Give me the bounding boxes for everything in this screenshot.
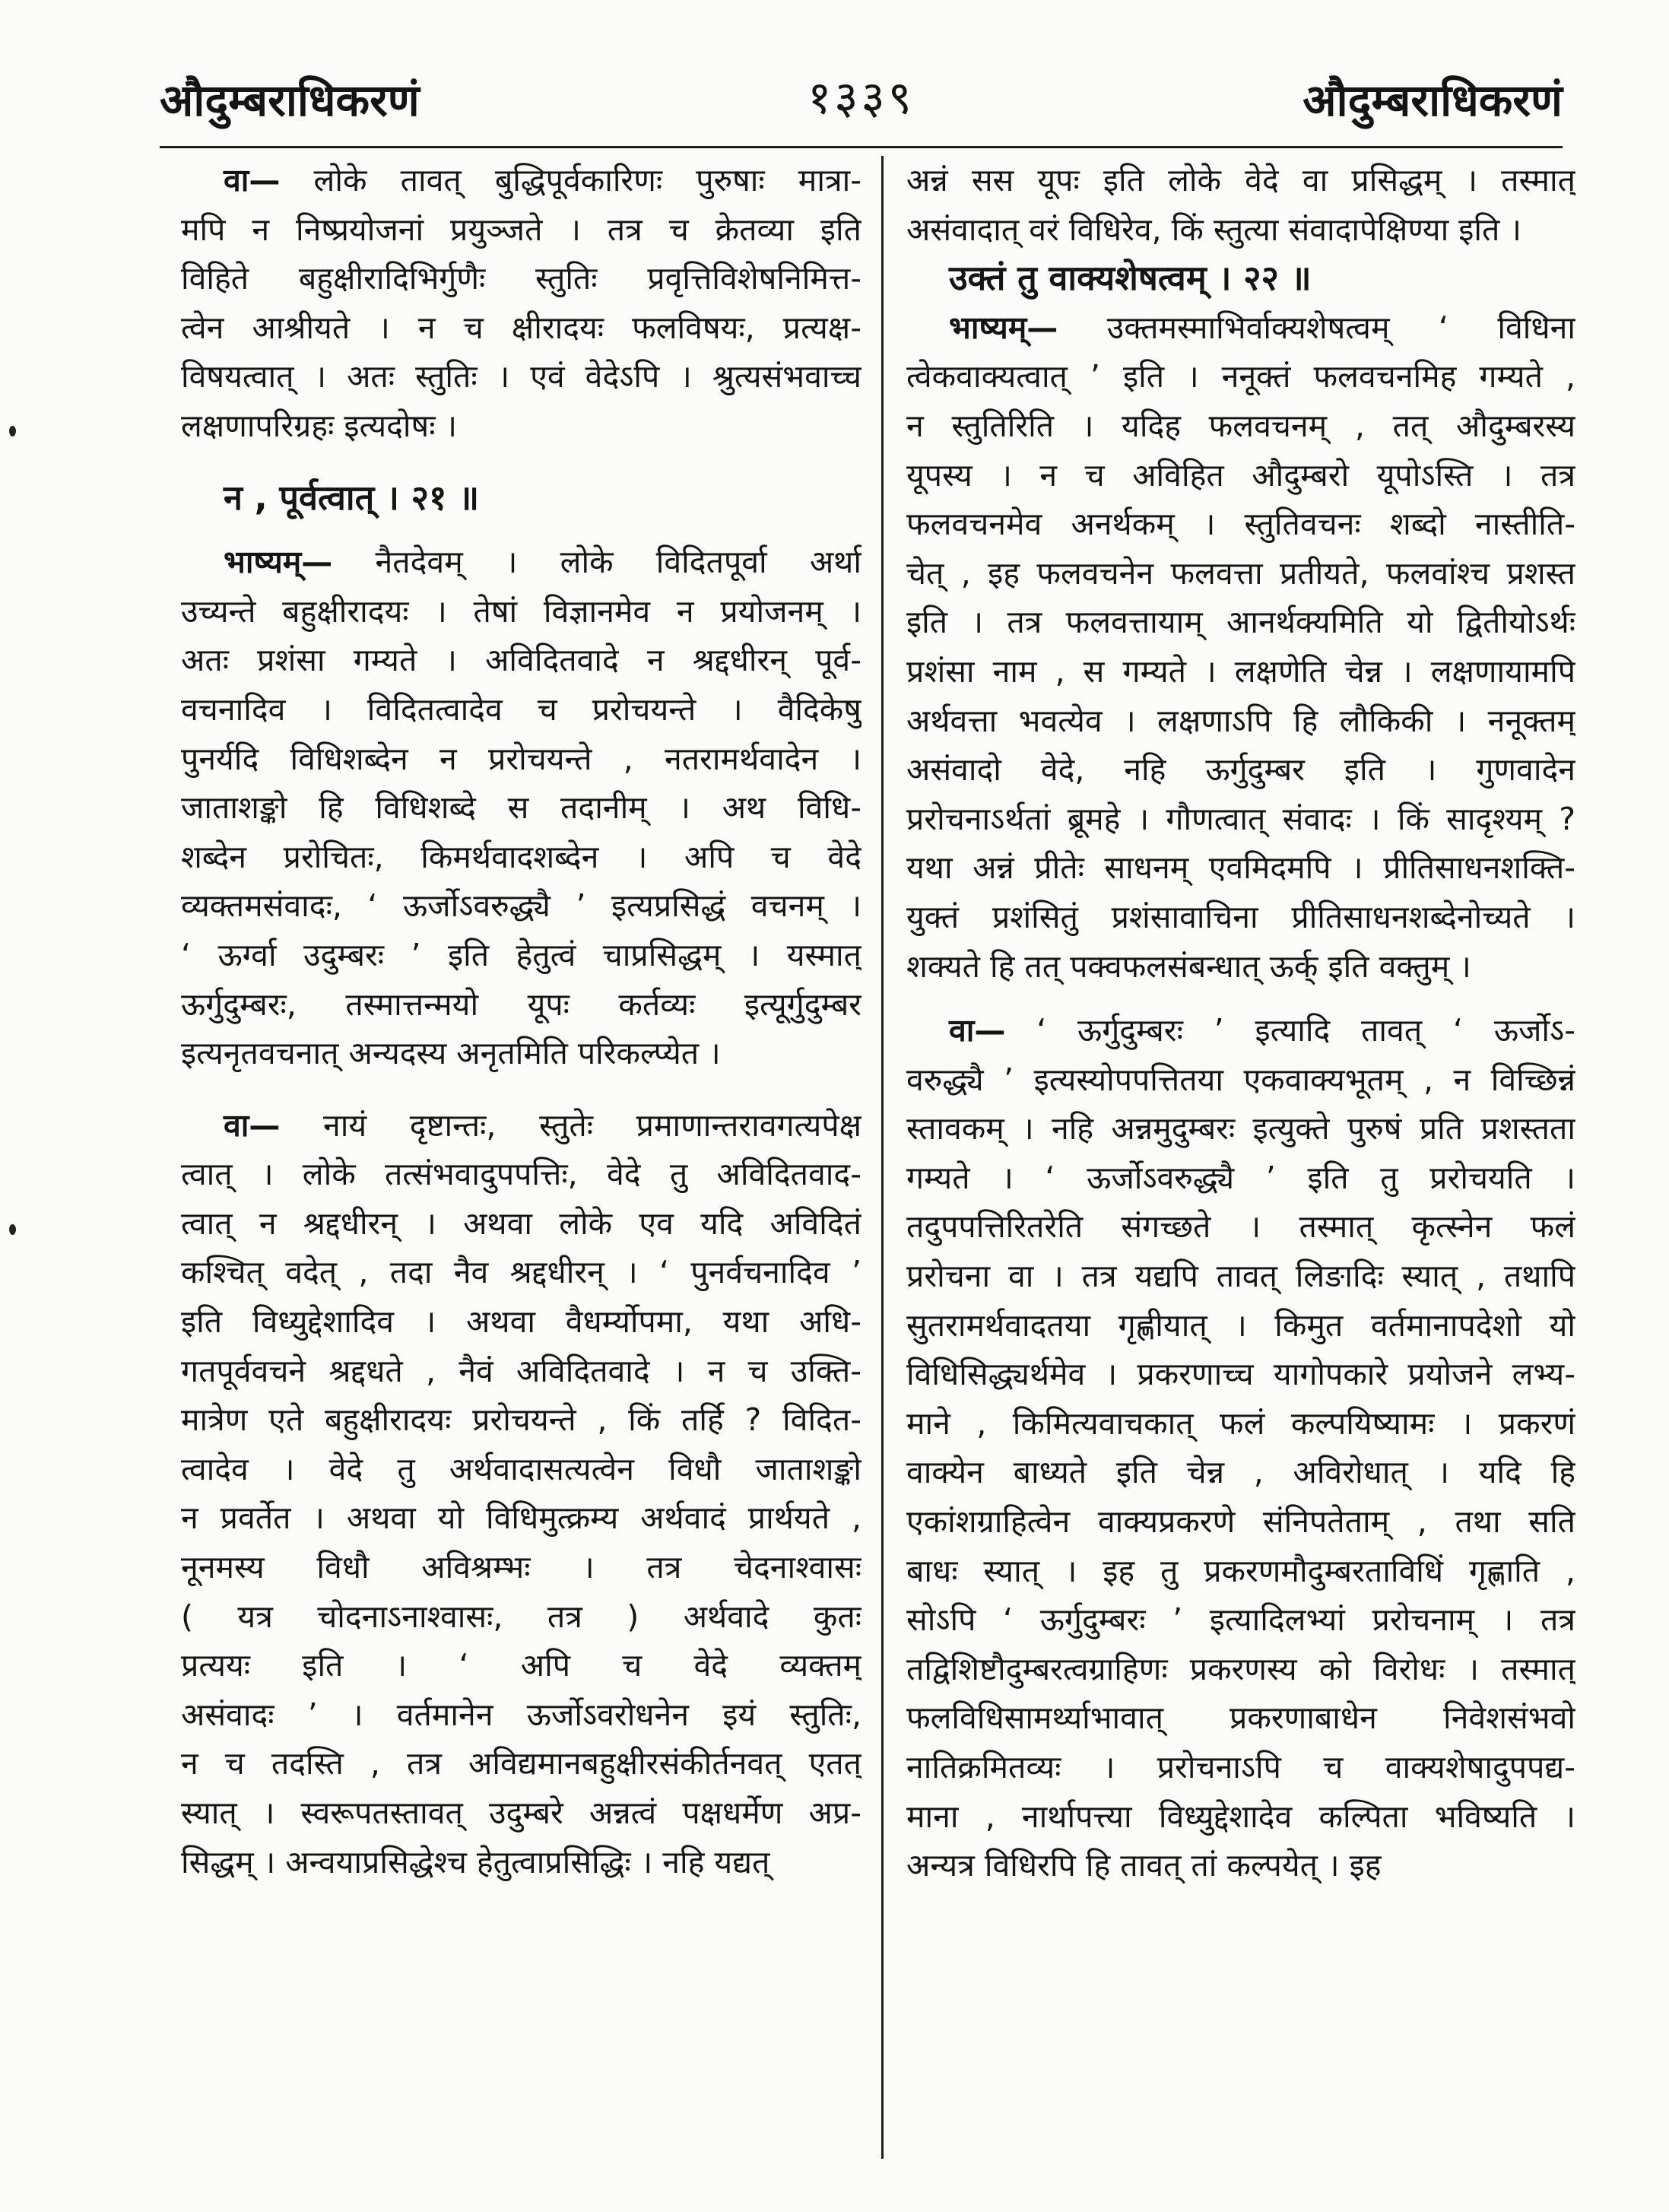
right-paragraph-1 — [906, 156, 1575, 254]
line-text: विषयत्वात् । अतः स्तुतिः । एवं वेदेऽपि । श्रुत्यसंभवाच्च — [181, 358, 861, 395]
text-line — [181, 303, 861, 353]
left-paragraph-3 — [181, 1101, 861, 1887]
text-line — [906, 1547, 1575, 1596]
header-rule — [160, 146, 1563, 148]
line-text: विहिते बहुक्षीरादिभिर्गुणैः स्तुतिः प्रवृत्तिविशेषनिमित्त- — [181, 260, 861, 297]
column-divider — [881, 156, 884, 2159]
line-text: उक्तमस्माभिर्वाक्यशेषत्वम् ‘ विधिना — [1058, 309, 1575, 346]
text-line — [906, 303, 1575, 353]
left-paragraph-2 — [181, 538, 861, 1078]
line-text: प्ररोचनाऽर्थतां ब्रूमहे । गौणत्वात् संवादः । किं सादृश्यम् ? — [906, 800, 1575, 837]
section-lead: वा— — [224, 1106, 281, 1144]
line-text: तद्विशिष्टौदुम्बरत्वग्राहिणः प्रकरणस्य को विरोधः । तस्मात् — [906, 1650, 1575, 1687]
left-paragraph-1 — [181, 156, 861, 451]
line-text: अन्नं सस यूपः इति लोके वेदे वा प्रसिद्धम् । तस्मात् — [906, 162, 1575, 198]
line-text: नूनमस्य विधौ अविश्रम्भः । तत्र चेदनाश्वासः — [181, 1549, 861, 1586]
line-text: युक्तं प्रशंसितुं प्रशंसावाचिना प्रीतिसाधनशब्देनोच्यते । — [906, 898, 1575, 935]
text-line — [181, 931, 861, 980]
text-line — [181, 1029, 861, 1078]
text-line — [906, 401, 1575, 451]
scan-mark — [9, 426, 16, 436]
text-line — [906, 1350, 1575, 1399]
text-line — [906, 893, 1575, 942]
text-line — [181, 538, 861, 587]
line-text: नातिक्रमितव्यः । प्ररोचनाऽपि च वाक्यशेषादुपपद्य- — [906, 1749, 1575, 1785]
text-line — [906, 1202, 1575, 1252]
text-line — [906, 1448, 1575, 1497]
line-text: माना , नार्थापत्त्या विध्युद्देशादेव कल्पिता भविष्यति । — [906, 1798, 1575, 1835]
line-text: त्वात् । लोके तत्संभवादुपपत्तिः, वेदे तु अविदितवाद- — [181, 1156, 861, 1193]
line-text: प्रत्ययः इति । ‘ अपि च वेदे व्यक्तम् — [181, 1647, 861, 1684]
line-text: मात्रेण एते बहुक्षीरादयः प्ररोचयन्ते , किं तर्हि ? विदित- — [181, 1401, 861, 1439]
text-line — [906, 1301, 1575, 1350]
text-line — [181, 735, 861, 784]
text-line — [906, 795, 1575, 844]
line-text: इति । तत्र फलवत्तायाम् आनर्थक्यमिति यो द्वितीयोऽर्थः — [906, 604, 1575, 641]
text-line — [906, 843, 1575, 893]
line-text: फलवचनमेव अनर्थकम् । स्तुतिवचनः शब्दो नास्तीति- — [906, 506, 1575, 543]
text-line — [181, 1347, 861, 1396]
line-text: सिद्धम् । अन्वयाप्रसिद्धेश्च हेतुत्वाप्रसिद्धिः । नहि यद्यत् — [181, 1843, 770, 1880]
text-line — [181, 833, 861, 882]
line-text: वचनादिव । विदितत्वादेव च प्ररोचयन्ते । वैदिकेषु — [181, 690, 861, 728]
line-text: प्रशंसा नाम , स गम्यते । लक्षणेति चेन्न । लक्षणायामपि — [906, 652, 1575, 690]
text-line — [906, 156, 1575, 205]
section-lead: भाष्यम्— — [224, 544, 333, 581]
text-line — [181, 1592, 861, 1642]
line-text: इत्यनृतवचनात् अन्यदस्य अनृतमिति परिकल्प्येत । — [181, 1035, 721, 1072]
section-lead: वा— — [949, 1012, 1006, 1049]
right-paragraph-2 — [906, 303, 1575, 991]
text-line — [906, 1743, 1575, 1792]
text-line — [181, 1395, 861, 1445]
text-line — [906, 549, 1575, 598]
line-text: अन्यत्र विधिरपि हि तावत् तां कल्पयेत् । इह — [906, 1847, 1382, 1884]
line-text: यूपस्य । न च अविहित औदुम्बरो यूपोऽस्ति । तत्र — [906, 456, 1575, 493]
left-column — [181, 156, 861, 1887]
text-line — [181, 254, 861, 303]
right-column — [906, 156, 1575, 1890]
line-text: ‘ ऊर्ग्वा उदुम्बरः ’ इति हेतुत्वं चाप्रसिद्धम् । यस्मात् — [181, 936, 861, 973]
line-text: प्ररोचना वा । तत्र यद्यपि तावत् लिङादिः स्यात् , तथापि — [906, 1258, 1575, 1295]
running-title-right: औदुम्बराधिकरणं — [1303, 75, 1563, 126]
section-lead: भाष्यम्— — [949, 309, 1058, 346]
text-line — [906, 205, 1575, 255]
text-line — [906, 1693, 1575, 1743]
line-text: न च तदस्ति , तत्र अविद्यमानबहुक्षीरसंकीर्तनवत् एतत् — [181, 1745, 861, 1782]
text-line — [181, 636, 861, 685]
text-line — [906, 1792, 1575, 1842]
line-text: व्यक्तमसंवादः, ‘ ऊर्जोऽवरुद्ध्यै ’ इत्यप्रसिद्धं वचनम् । — [181, 887, 861, 925]
text-line — [906, 1055, 1575, 1105]
line-text: ऊर्गुदुम्बरः, तस्मात्तन्मयो यूपः कर्तव्यः इत्यूर्गुदुम्बर — [181, 985, 861, 1023]
line-text: बाधः स्यात् । इह तु प्रकरणमौदुम्बरताविधिं गृह्णाति , — [906, 1552, 1575, 1589]
text-line — [906, 745, 1575, 795]
right-paragraph-3 — [906, 1006, 1575, 1890]
line-text: शब्देन प्ररोचितः, किमर्थवादशब्देन । अपि च वेदे — [181, 838, 861, 875]
text-line — [906, 500, 1575, 549]
line-text: स्यात् । स्वरूपतस्तावत् उदुम्बरे अन्नत्वं पक्षधर्मेण अप्र- — [181, 1795, 861, 1831]
line-text: स्तावकम् । नहि अन्नमुदुम्बरः इत्युक्ते पुरुषं प्रति प्रशस्तता — [906, 1110, 1575, 1147]
line-text: कश्चित् वदेत् , तदा नैव श्रद्दधीरन् । ‘ पुनर्वचनादिव ’ — [181, 1254, 861, 1291]
text-line — [181, 1297, 861, 1347]
text-line — [181, 205, 861, 255]
line-text: यथा अन्नं प्रीतेः साधनम् एवमिदमपि । प्रीतिसाधनशक्ति- — [906, 849, 1575, 887]
line-text: विधिसिद्ध्यर्थमेव । प्रकरणाच्च यागोपकारे प्रयोजने लभ्य- — [906, 1356, 1575, 1393]
text-line — [181, 156, 861, 205]
sutra-21: न , पूर्वत्वात् । २१ ॥ — [224, 477, 480, 518]
line-text: ( यत्र चोदनाऽनाश्वासः, तत्र ) अर्थवादे कुतः — [181, 1598, 861, 1635]
line-text: गम्यते । ‘ ऊर्जोऽवरुद्ध्यै ’ इति तु प्ररोचयति । — [906, 1159, 1575, 1196]
line-text: अर्थवत्ता भवत्येव । लक्षणाऽपि हि लौकिकी । ननूक्तम् — [906, 702, 1575, 739]
line-text: त्वेन आश्रीयते । न च क्षीरादयः फलविषयः, प्रत्यक्ष- — [181, 309, 861, 346]
text-line — [181, 1248, 861, 1297]
line-text: लक्षणापरिग्रहः इत्यदोषः । — [181, 407, 458, 444]
scan-mark — [9, 1224, 16, 1235]
line-text: जाताशङ्को हि विधिशब्दे स तदानीम् । अथ विधि- — [181, 789, 861, 827]
text-line — [906, 1006, 1575, 1055]
line-text: वाक्येन बाध्यते इति चेन्न , अविरोधात् । यदि हि — [906, 1454, 1575, 1491]
text-line — [906, 1645, 1575, 1694]
text-line — [181, 1150, 861, 1199]
line-text: उच्यन्ते बहुक्षीरादयः । तेषां विज्ञानमेव न प्रयोजनम् । — [181, 592, 861, 630]
text-line — [906, 598, 1575, 647]
text-line — [181, 1788, 861, 1838]
line-text: सोऽपि ‘ ऊर्गुदुम्बरः ’ इत्यादिलभ्यां प्ररोचनाम् । तत्र — [906, 1601, 1575, 1639]
line-text: माने , किमित्यवाचकात् फलं कल्पयिष्यामः । प्रकरणं — [906, 1404, 1575, 1442]
text-line — [181, 1101, 861, 1150]
text-line — [906, 942, 1575, 992]
line-text: त्वादेव । वेदे तु अर्थवादासत्यत्वेन विधौ जाताशङ्को — [181, 1450, 861, 1487]
text-line — [181, 1199, 861, 1249]
line-text: चेत् , इह फलवचनेन फलवत्ता प्रतीयते, फलवांश्च प्रशस्त — [906, 554, 1575, 592]
text-line — [181, 881, 861, 931]
line-text: वरुद्ध्यै ’ इत्यस्योपपत्तितया एकवाक्यभूतम् , न विच्छिन्नं — [906, 1061, 1575, 1098]
text-line — [181, 783, 861, 833]
section-lead: वा— — [224, 162, 281, 198]
line-text: लोके तावत् बुद्धिपूर्वकारिणः पुरुषाः मात्रा- — [280, 162, 861, 198]
text-line — [181, 1739, 861, 1788]
text-line — [181, 1641, 861, 1690]
text-line — [906, 1104, 1575, 1154]
text-line — [906, 1252, 1575, 1301]
line-text: ‘ ऊर्गुदुम्बरः ’ इत्यादि तावत् ‘ ऊर्जोऽ- — [1005, 1012, 1575, 1049]
text-line — [181, 685, 861, 735]
line-text: असंवादो वेदे, नहि ऊर्गुदुम्बर इति । गुणवादेन — [906, 751, 1575, 789]
line-text: फलविधिसामर्थ्याभावात् प्रकरणाबाधेन निवेशसंभवो — [906, 1699, 1575, 1737]
text-line — [906, 1399, 1575, 1449]
sutra-22: उक्तं तु वाक्यशेषत्वम् । २२ ॥ — [949, 258, 1312, 299]
text-line — [181, 1543, 861, 1592]
line-text: नायं दृष्टान्तः, स्तुतेः प्रमाणान्तरावगत्यपेक्ष — [280, 1106, 861, 1144]
text-line — [906, 697, 1575, 746]
text-line — [906, 352, 1575, 401]
line-text: नैतदेवम् । लोके विदितपूर्वा अर्था — [332, 544, 861, 581]
line-text: पुनर्यदि विधिशब्देन न प्ररोचयन्ते , नतरामर्थवादेन । — [181, 740, 861, 777]
line-text: एकांशग्राहित्वेन वाक्यप्रकरणे संनिपतेताम् , तथा सति — [906, 1503, 1575, 1541]
line-text: न प्रवर्तेत । अथवा यो विधिमुत्क्रम्य अर्थवादं प्रार्थयते , — [181, 1500, 861, 1537]
line-text: असंवादात् वरं विधिरेव, किं स्तुत्या संवादापेक्षिण्या इति । — [906, 211, 1521, 248]
text-line — [906, 451, 1575, 500]
text-line — [181, 587, 861, 636]
running-title-left: औदुम्बराधिकरणं — [160, 75, 420, 126]
line-text: त्वेकवाक्यत्वात् ’ इति । ननूक्तं फलवचनमिह गम्यते , — [906, 358, 1575, 395]
line-text: तदुपपत्तिरितरेति संगच्छते । तस्मात् कृत्स्नेन फलं — [906, 1208, 1575, 1246]
text-line — [906, 647, 1575, 697]
text-line — [906, 1841, 1575, 1890]
text-line — [181, 352, 861, 401]
line-text: अतः प्रशंसा गम्यते । अविदितवादे न श्रद्दधीरन् पूर्व- — [181, 642, 861, 679]
text-line — [181, 980, 861, 1030]
page-header — [160, 61, 1563, 144]
line-text: शक्यते हि तत् पक्वफलसंबन्धात् ऊर्क् इति वक्तुम् । — [906, 947, 1471, 985]
line-text: सुतरामर्थवादतया गृह्णीयात् । किमुत वर्तमानापदेशो यो — [906, 1306, 1575, 1344]
text-line — [906, 1154, 1575, 1203]
text-line — [181, 1838, 861, 1887]
line-text: न स्तुतिरिति । यदिह फलवचनम् , तत् औदुम्बरस्य — [906, 407, 1575, 444]
line-text: मपि न निष्प्रयोजनां प्रयुञ्जते । तत्र च क्रेतव्या इति — [181, 211, 861, 248]
page-number: १३३९ — [808, 71, 915, 125]
line-text: त्वात् न श्रद्दधीरन् । अथवा लोके एव यदि अविदितं — [181, 1204, 861, 1242]
text-line — [181, 1690, 861, 1740]
text-line — [906, 1497, 1575, 1547]
text-line — [181, 401, 861, 451]
line-text: असंवादः ’ । वर्तमानेन ऊर्जोऽवरोधनेन इयं स्तुतिः, — [181, 1696, 861, 1733]
text-line — [181, 1493, 861, 1543]
text-line — [906, 1595, 1575, 1645]
line-text: गतपूर्ववचने श्रद्दधते , नैवं अविदितवादे । न च उक्ति- — [181, 1352, 861, 1389]
text-line — [181, 1445, 861, 1494]
line-text: इति विध्युद्देशादिव । अथवा वैधर्म्योपमा, यथा अधि- — [181, 1303, 861, 1341]
